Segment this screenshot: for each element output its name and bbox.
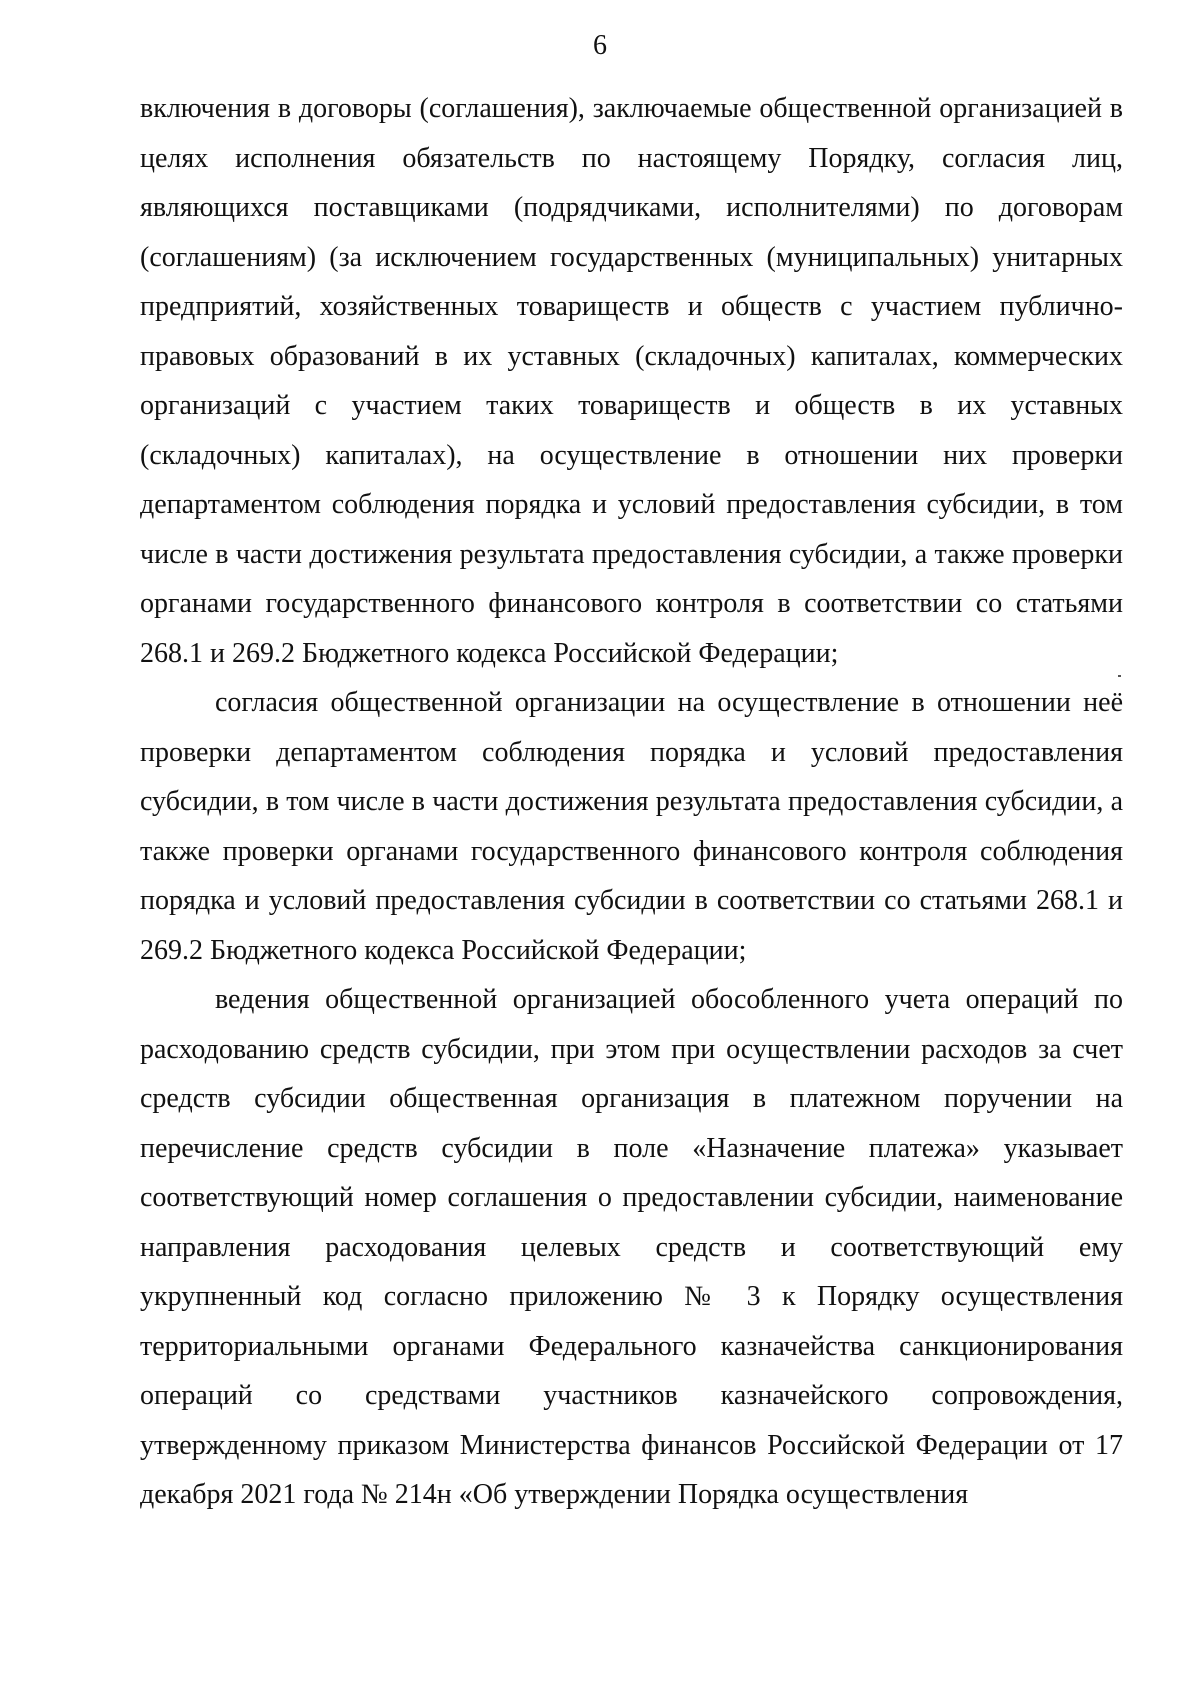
paragraph-organization-consent: согласия общественной организации на осуществление в отношении неё проверки департаментом соблюдения порядка и условий предоставления субсидии, в том числе в части достижения результата предоставления субсидии, а также проверки органами государственного финансового контроля соблюдения порядка и условий предоставления субсидии в соответствии со статьями 268.1 и 269.2 Бюджетного кодекса Российской Федерации; xyxy=(140,687,1123,966)
scan-speck xyxy=(1118,675,1121,677)
page-number: 6 xyxy=(593,30,607,61)
document-body xyxy=(140,84,1123,1520)
paragraph-separate-accounting: ведения общественной организацией обособленного учета операций по расходованию средств субсидии, при этом при осуществлении расходов за счет средств субсидии общественная организация в платежном поручении на перечисление средств субсидии в поле «Назначение платежа» указывает соответствующий номер соглашения о предоставлении субсидии, наименование направления расходования целевых средств и соответствующий ему укрупненный код согласно приложению № 3 к Порядку осуществления территориальными органами Федерального казначейства санкционирования операций со средствами участников казначейского сопровождения, утвержденному приказом Министерства финансов Российской Федерации от 17 декабря 2021 года № 214н «Об утверждении Порядка осуществления xyxy=(140,984,1123,1510)
paragraph-inclusion-in-contracts: включения в договоры (соглашения), заключаемые общественной организацией в целях исполнения обязательств по настоящему Порядку, согласия лиц, являющихся поставщиками (подрядчиками, исполнителями) по договорам (соглашениям) (за исключением государственных (муниципальных) унитарных предприятий, хозяйственных товариществ и обществ с участием публично-правовых образований в их уставных (складочных) капиталах, коммерческих организаций с участием таких товариществ и обществ в их уставных (складочных) капиталах), на осуществление в отношении них проверки департаментом соблюдения порядка и условий предоставления субсидии, в том числе в части достижения результата предоставления субсидии, а также проверки органами государственного финансового контроля в соответствии со статьями 268.1 и 269.2 Бюджетного кодекса Российской Федерации; xyxy=(140,93,1123,669)
